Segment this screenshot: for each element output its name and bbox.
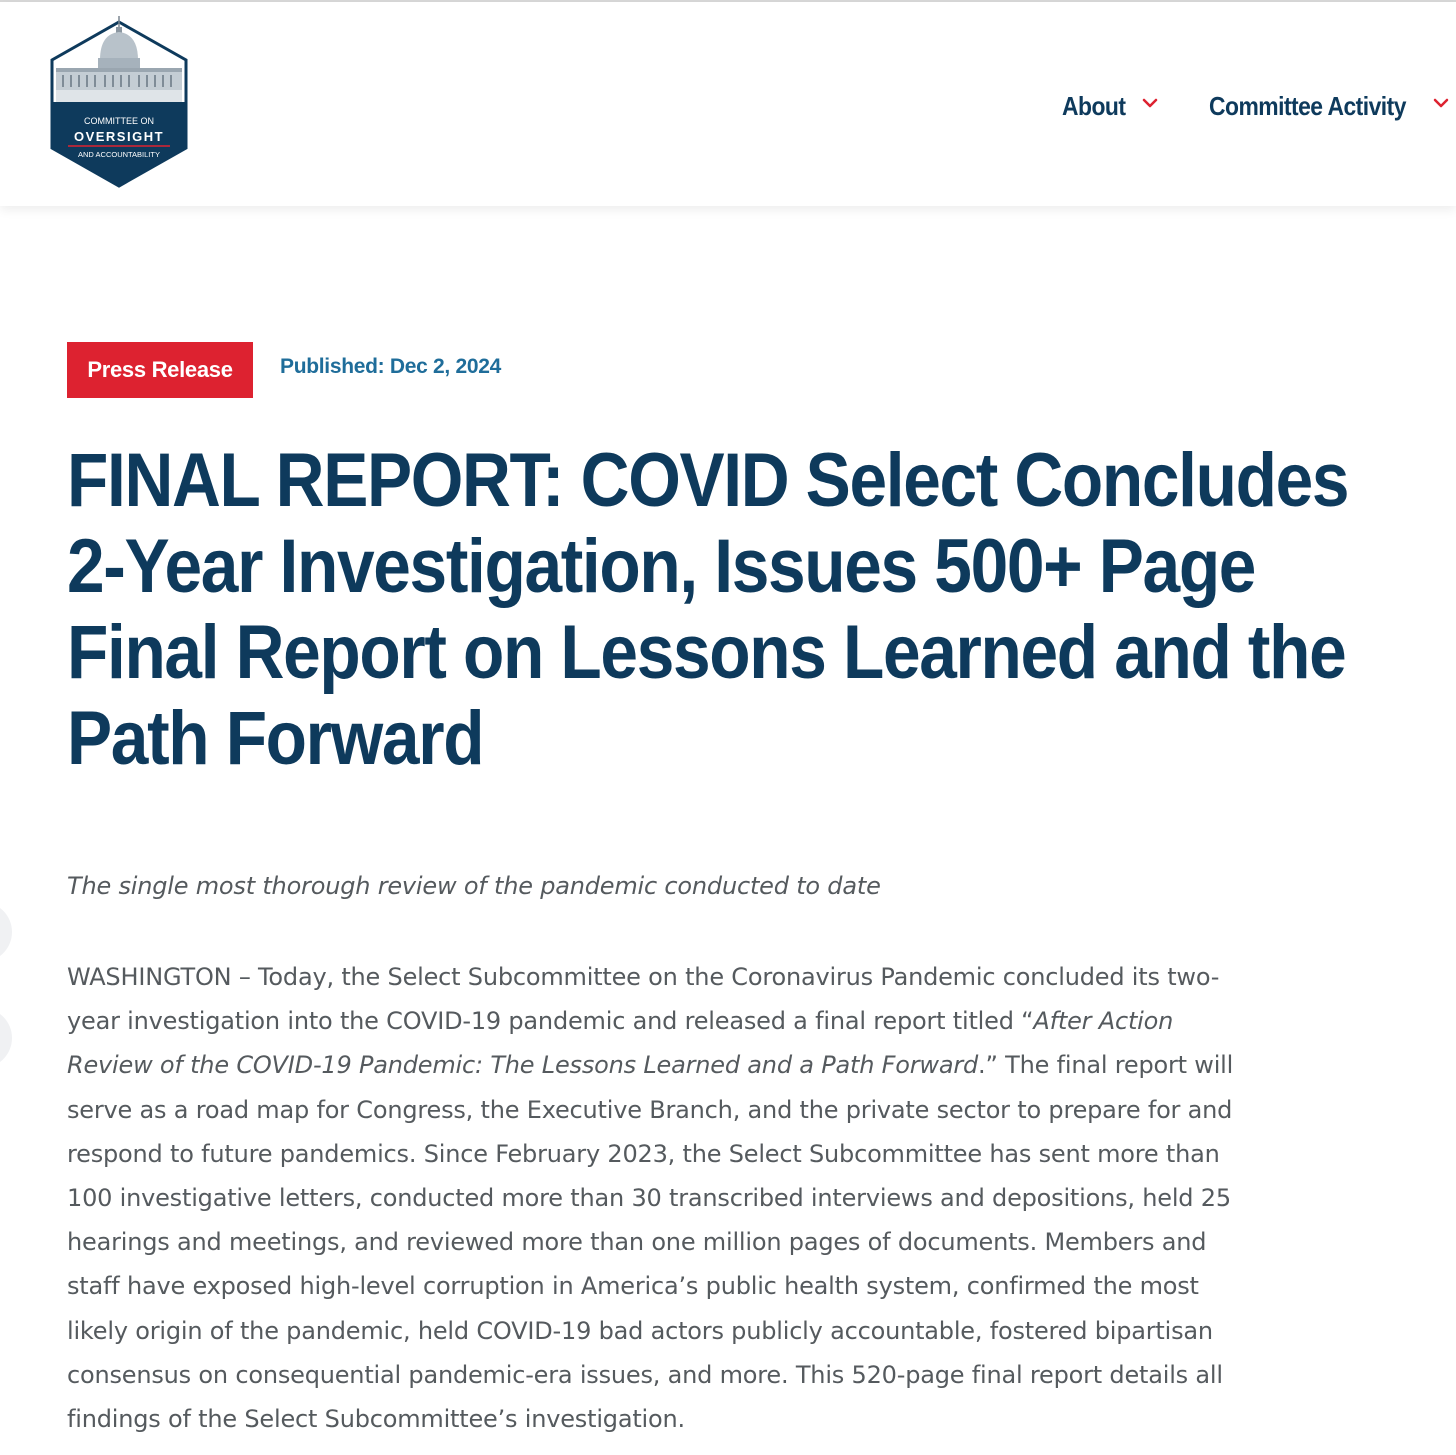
body-text-segment: year investigation into the COVID-19 pandemic and released a final report titled “ bbox=[67, 1007, 1034, 1036]
nav-committee-activity-label: Committee Activity bbox=[1209, 90, 1406, 121]
body-line: 100 investigative letters, conducted more than 30 transcribed interviews and depositions, held 25 bbox=[67, 1184, 1231, 1213]
floating-share-button[interactable] bbox=[0, 1008, 12, 1068]
published-date: Published: Dec 2, 2024 bbox=[280, 355, 501, 378]
article-body bbox=[67, 955, 1317, 1441]
logo-line3: AND ACCOUNTABILITY bbox=[78, 150, 160, 159]
body-line: consensus on consequential pandemic-era issues, and more. This 520-page final report details all bbox=[67, 1360, 1223, 1389]
nav-item-about[interactable] bbox=[1062, 86, 1158, 126]
chevron-down-icon bbox=[1142, 97, 1158, 109]
body-line: serve as a road map for Congress, the Executive Branch, and the private sector to prepare for and bbox=[67, 1095, 1233, 1124]
site-header bbox=[0, 2, 1456, 206]
body-text-segment: .” The final report will bbox=[978, 1051, 1234, 1080]
report-title-italic: After Action bbox=[1033, 1007, 1174, 1036]
logo-line2: OVERSIGHT bbox=[73, 129, 165, 144]
logo-line1: COMMITTEE ON bbox=[84, 116, 154, 126]
body-line: WASHINGTON – Today, the Select Subcommittee on the Coronavirus Pandemic concluded its two- bbox=[67, 963, 1220, 991]
chevron-down-icon bbox=[1433, 97, 1449, 109]
article-title: FINAL REPORT: COVID Select Concludes 2-Year Investigation, Issues 500+ Page Final Report on Lessons Learned and the Path Forward bbox=[67, 438, 1349, 781]
body-line: findings of the Select Subcommittee’s investigation. bbox=[67, 1405, 685, 1434]
nav-about-label: About bbox=[1062, 90, 1126, 121]
article-subtitle: The single most thorough review of the pandemic conducted to date bbox=[67, 872, 881, 900]
body-line bbox=[67, 1043, 1317, 1087]
committee-logo bbox=[48, 14, 190, 192]
report-title-italic: Review of the COVID-19 Pandemic: The Lessons Learned and a Path Forward bbox=[67, 1051, 979, 1080]
body-line: staff have exposed high-level corruption in America’s public health system, confirmed the most bbox=[67, 1272, 1199, 1301]
floating-share-button[interactable] bbox=[0, 902, 12, 962]
body-line: likely origin of the pandemic, held COVID-19 bad actors publicly accountable, fostered bipartisan bbox=[67, 1316, 1213, 1345]
body-line: respond to future pandemics. Since February 2023, the Select Subcommittee has sent more than bbox=[67, 1139, 1220, 1168]
body-line: hearings and meetings, and reviewed more than one million pages of documents. Members and bbox=[67, 1228, 1207, 1257]
body-line bbox=[67, 999, 1317, 1043]
nav-item-committee-activity[interactable] bbox=[1209, 86, 1449, 126]
press-release-badge[interactable]: Press Release bbox=[67, 342, 253, 398]
